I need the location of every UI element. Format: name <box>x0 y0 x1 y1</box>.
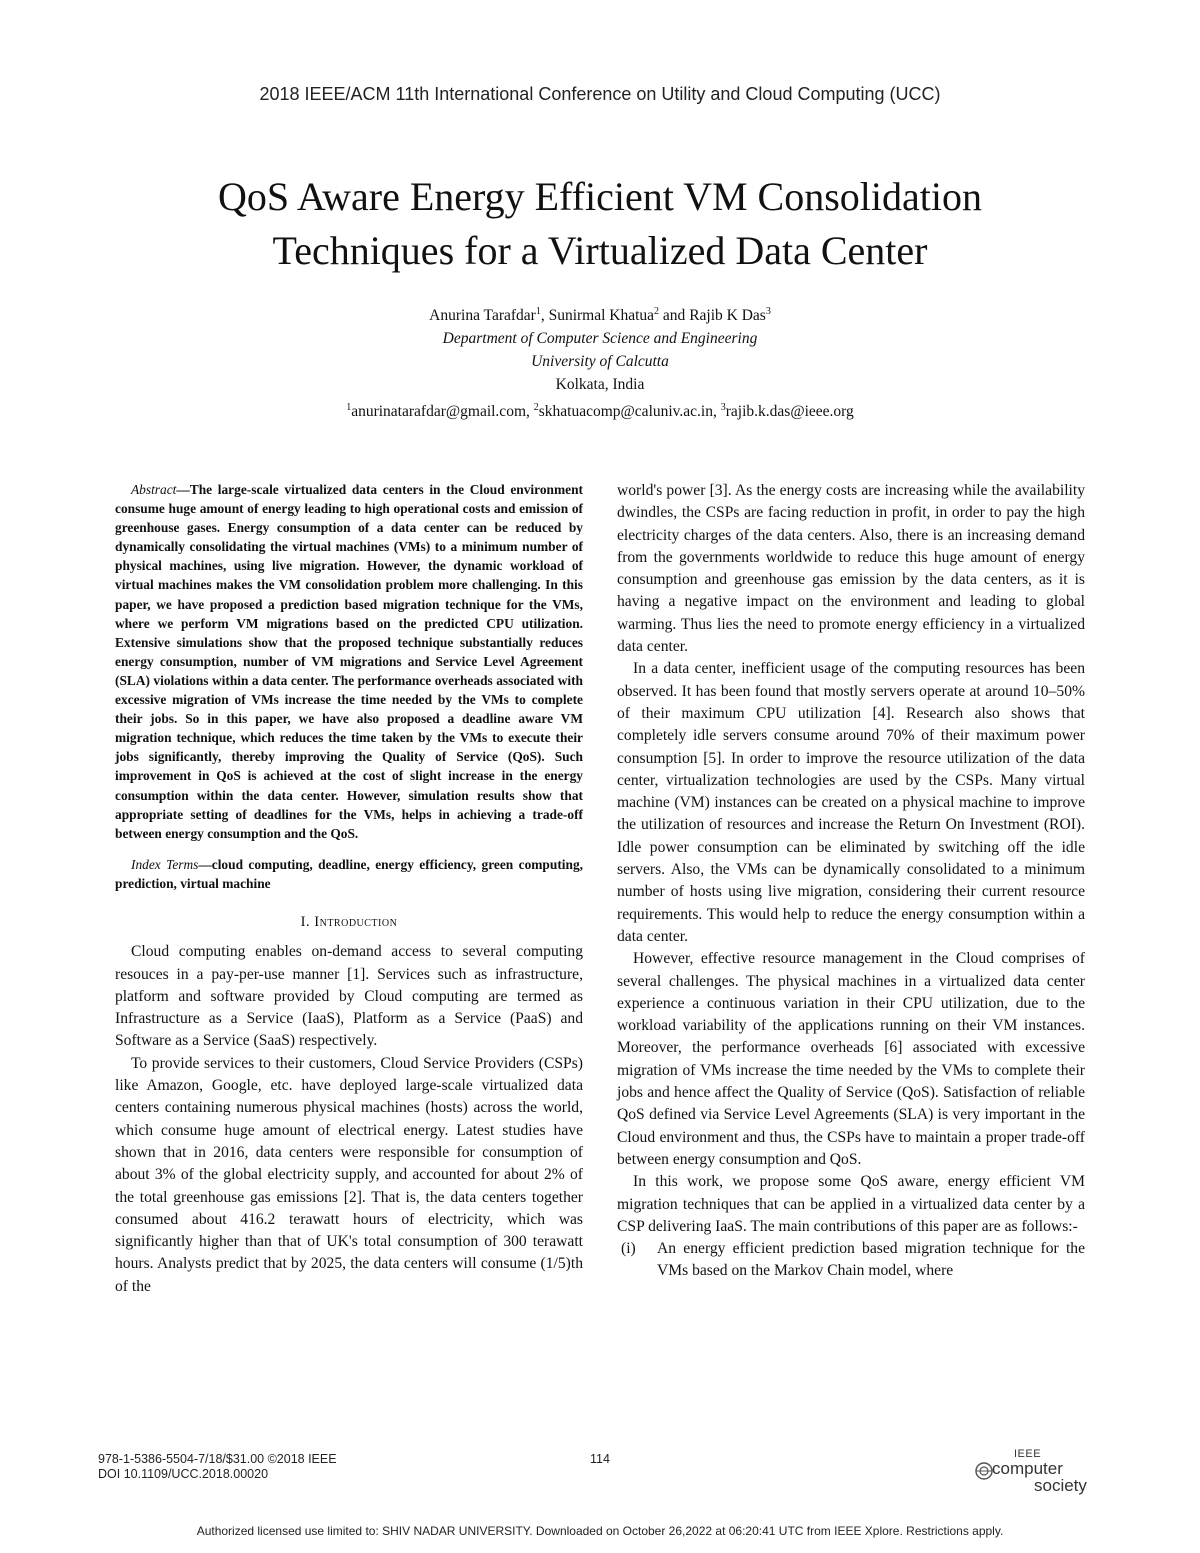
ieee-logo-icon <box>974 1461 994 1481</box>
author-3-sup: 3 <box>765 306 771 317</box>
author-2: Sunirmal Khatua <box>548 307 655 325</box>
email-3-sup: 3 <box>720 402 726 414</box>
paragraph: In this work, we propose some QoS aware, energy efficient VM migration techniques that can be applied in a virtualized data center by a CSP delivering IaaS. The main contributions of this paper are as follows:- <box>617 1173 1085 1235</box>
logo-society-text: society <box>1034 1476 1087 1495</box>
email-3: rajib.k.das@ieee.org <box>725 403 854 421</box>
paragraph: To provide services to their customers, Cloud Service Providers (CSPs) like Amazon, Google, etc. have deployed large-scale virtualized data centers containing numerous physical machines (hosts) across the world, which consume huge amount of electrical energy. Latest studies have shown that in 2016, data centers were responsible for consumption of about 3% of the global electricity supply, and accounted for about 2% of the total greenhouse gas emissions [2]. That is, the data centers together consumed about 416.2 terawatt hours of electricity, which was significantly higher than that of UK's total consumption of 300 terawatt hours. Analysts predict that by 2025, the data centers will consume (1/5)th of the <box>115 1054 583 1295</box>
conference-header: 2018 IEEE/ACM 11th International Conference on Utility and Cloud Computing (UCC) <box>259 84 941 104</box>
author-separator: and <box>659 307 690 325</box>
index-terms <box>115 855 583 893</box>
paper-title <box>100 170 1100 278</box>
title-line-1: QoS Aware Energy Efficient VM Consolidation <box>217 174 983 219</box>
ieee-computer-society-logo <box>972 1448 1102 1498</box>
author-2-sup: 2 <box>654 306 660 317</box>
paragraph: In a data center, inefficient usage of the computing resources has been observed. It has been found that mostly servers operate at around 10–50% of their maximum CPU utilization [4]. Research also shows that completely idle servers consume around 70% of their maximum power consumption [5]. In order to improve the resource utilization of the data center, virtualization technologies are used by the CSPs. Many virtual machine (VM) instances can be created on a physical machine to improve the utilization of resources and increase the Return On Investment (ROI). Idle power consumption can be eliminated by switching off the idle servers. Also, the VMs can be dynamically consolidated to a minimum number of hosts using live migration, considering their current resource requirements. This would help to reduce the energy consumption within a data center. <box>617 660 1085 945</box>
license-notice: Authorized licensed use limited to: SHIV NADAR UNIVERSITY. Downloaded on October 26,2022 at 06:20:41 UTC from IEEE Xplore. Restrictions apply. <box>196 1524 1004 1538</box>
logo-computer-text: computer <box>992 1459 1063 1478</box>
paragraph: Cloud computing enables on-demand access to several computing resouces in a pay-per-use manner [1]. Services such as infrastructure, platform and software provided by Cloud computing are termed as Infrastructure as a Service (IaaS), Platform as a Service (PaaS) and Software as a Service (SaaS) respectively. <box>115 943 583 1050</box>
location: Kolkata, India <box>555 376 645 394</box>
index-terms-text: —cloud computing, deadline, energy efficiency, green computing, prediction, virtual machine <box>115 856 583 891</box>
logo-ieee-text: IEEE <box>1014 1448 1042 1460</box>
author-1: Anurina Tarafdar <box>429 307 536 325</box>
section-heading <box>115 911 583 933</box>
abstract-label: Abstract <box>131 482 177 497</box>
index-terms-label: Index Terms <box>131 856 199 872</box>
footer-copyright <box>98 1452 337 1482</box>
author-emails <box>100 396 1100 423</box>
title-line-2: Techniques for a Virtualized Data Center <box>272 228 928 273</box>
email-2-sup: 2 <box>533 402 539 414</box>
abstract-text: —The large-scale virtualized data centers in the Cloud environment consume huge amount of energy leading to high operational costs and emission of greenhouse gases. Energy consumption of a data center can be reduced by dynamically consolidating the virtual machines (VMs) to a minimum number of physical machines, using live migration. However, the dynamic workload of virtual machines makes the VM consolidation problem more challenging. In this paper, we have proposed a prediction based migration technique for the VMs, where we perform VM migrations based on the predicted CPU utilization. Extensive simulations show that the proposed technique substantially reduces energy consumption, number of VM migrations and Service Level Agreement (SLA) violations within a data center. The performance overheads associated with excessive migration of VMs increase the time needed by the VMs to complete their jobs. So in this paper, we have also proposed a deadline aware VM migration technique, which reduces the time taken by the VMs to execute their jobs significantly, thereby improving the Quality of Service (QoS). Such improvement in QoS is achieved at the cost of slight increase in the energy consumption within the data center. However, simulation results show that appropriate setting of deadlines for the VMs, helps in achieving a trade-off between energy consumption and the QoS. <box>115 482 583 841</box>
paragraph: world's power [3]. As the energy costs are increasing while the availability dwindles, the CSPs are facing reduction in profit, in order to pay the high electricity charges of the data centers. Also, there is an increasing demand from the governments worldwide to reduce this huge amount of energy consumption and greenhouse gas emission by the data centers, as it is having a negative impact on the environment and leading to global warming. Thus lies the need to promote energy efficiency in a virtualized data center. <box>617 482 1085 656</box>
isbn-line: 978-1-5386-5504-7/18/$31.00 ©2018 IEEE <box>98 1452 337 1466</box>
author-3: Rajib K Das <box>689 307 766 325</box>
email-1-sup: 1 <box>346 402 352 414</box>
email-2: skhatuacomp@caluniv.ac.in, <box>538 403 721 421</box>
list-item <box>617 1238 1085 1283</box>
page-number: 114 <box>590 1452 610 1466</box>
doi-line: DOI 10.1109/UCC.2018.00020 <box>98 1467 269 1481</box>
abstract <box>115 480 583 843</box>
email-1: anurinatarafdar@gmail.com, <box>351 403 534 421</box>
author-names <box>100 300 1100 327</box>
department: Department of Computer Science and Engineering <box>442 330 758 348</box>
author-1-sup: 1 <box>535 306 541 317</box>
right-column <box>617 480 1085 1283</box>
list-item-number: (i) <box>621 1240 636 1258</box>
paragraph: However, effective resource management in the Cloud comprises of several challenges. The physical machines in a virtualized data center experience a continuous variation in their CPU utilization, due to the workload variability of the applications running on their VM instances. Moreover, the performance overheads [6] associated with excessive migration of VMs increase the time needed by the VMs to complete their jobs and hence affect the Quality of Service (QoS). Satisfaction of reliable QoS defined via Service Level Agreements (SLA) is very important in the Cloud environment and thus, the CSPs have to maintain a proper trade-off between energy consumption and QoS. <box>617 950 1085 1168</box>
list-item-text: An energy efficient prediction based migration technique for the VMs based on the Markov Chain model, where <box>657 1240 1085 1280</box>
university: University of Calcutta <box>531 353 669 371</box>
author-block <box>100 300 1100 423</box>
author-separator: , <box>540 307 549 325</box>
section-title: Introduction <box>314 913 398 930</box>
section-number: I. <box>300 913 315 930</box>
left-column <box>115 480 583 1298</box>
